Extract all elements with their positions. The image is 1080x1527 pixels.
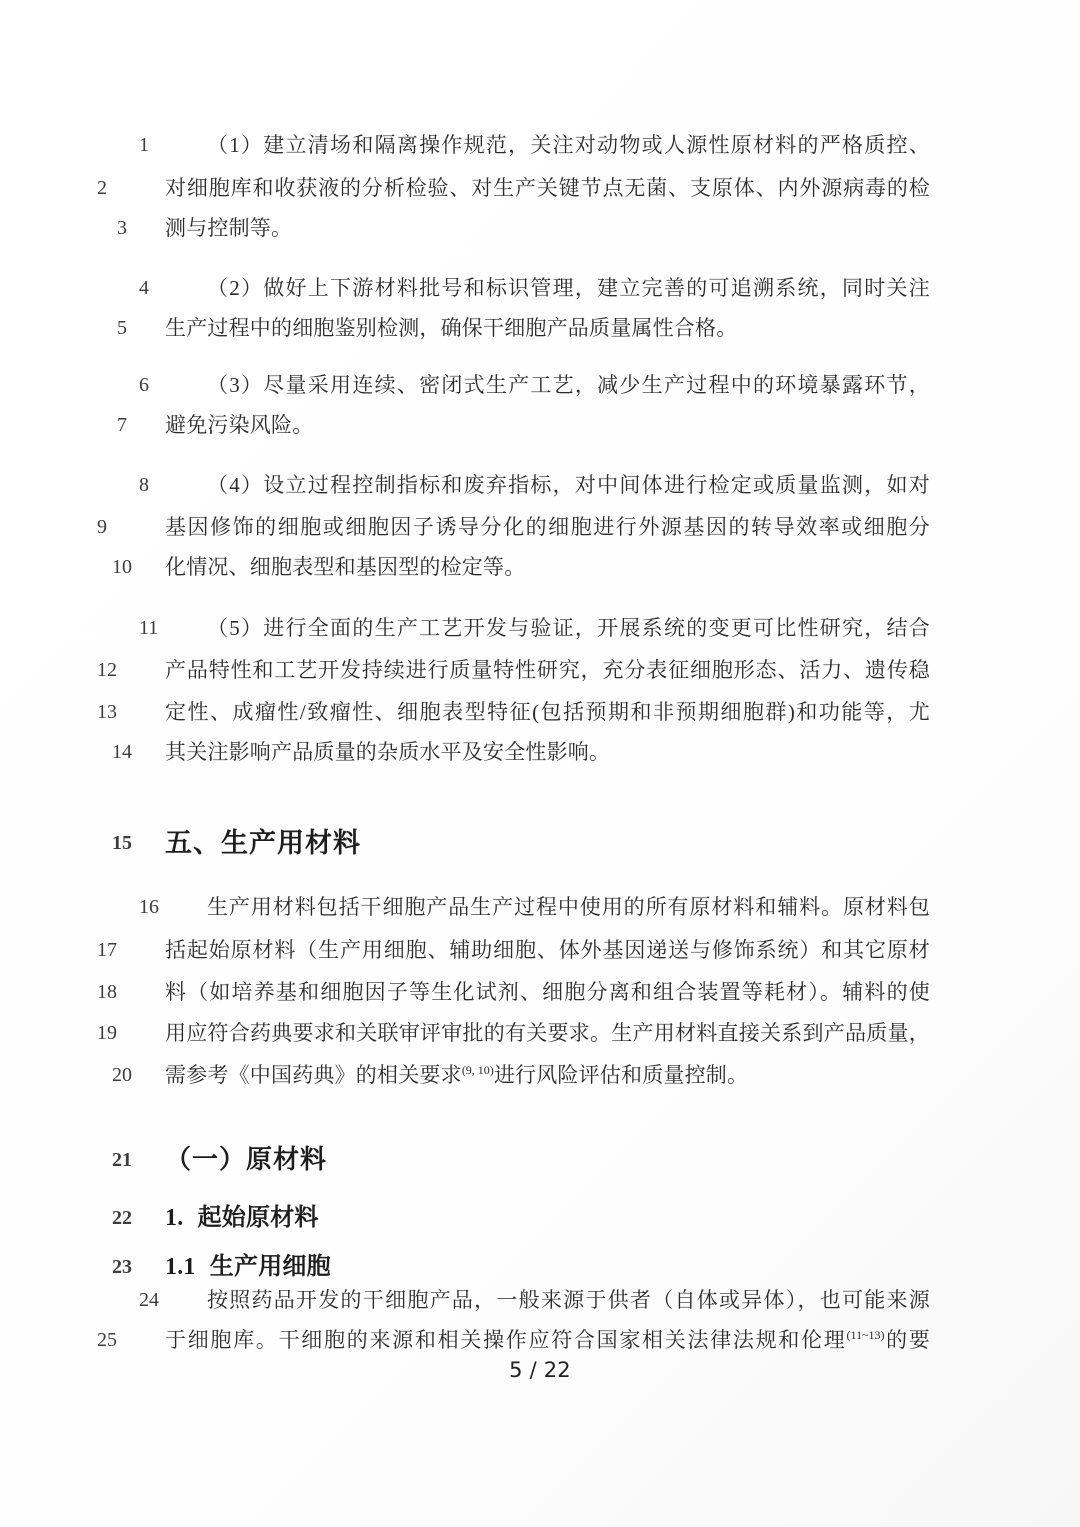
line-number: 15	[112, 832, 132, 854]
line-text: 生产过程中的细胞鉴别检测，确保干细胞产品质量属性合格。	[165, 316, 738, 340]
doc-line	[139, 370, 930, 400]
line-number: 25	[97, 1329, 117, 1351]
line-text: （3）尽量采用连续、密闭式生产工艺，减少生产过程中的环境暴露环节，	[207, 373, 930, 397]
line-text: 生产用材料包括干细胞产品生产过程中使用的所有原材料和辅料。原材料包	[207, 895, 930, 919]
line-number: 10	[112, 556, 132, 578]
line-number: 9	[97, 516, 107, 538]
doc-line	[97, 697, 930, 727]
heading-text: 1.1 生产用细胞	[165, 1254, 331, 1280]
line-text: 避免污染风险。	[165, 413, 314, 437]
line-number: 16	[139, 896, 159, 918]
line-text-segment: 于细胞库。干细胞的来源和相关操作应符合国家相关法律法规和伦理	[165, 1328, 847, 1352]
line-text: 测与控制等。	[165, 216, 293, 240]
line-text: （4）设立过程控制指标和废弃指标，对中间体进行检定或质量监测，如对	[207, 473, 930, 497]
page-number	[0, 1357, 1080, 1383]
line-text: 用应符合药典要求和关联审评审批的有关要求。生产用材料直接关系到产品质量，	[165, 1021, 930, 1045]
doc-line	[97, 1018, 930, 1048]
line-text: 对细胞库和收获液的分析检验、对生产关键节点无菌、支原体、内外源病毒的检	[165, 176, 930, 200]
subsection-heading-production-cells	[112, 1252, 930, 1282]
line-text: 料（如培养基和细胞因子等生化试剂、细胞分离和组合装置等耗材）。辅料的使	[165, 980, 930, 1004]
line-text: 其关注影响产品质量的杂质水平及安全性影响。	[165, 740, 611, 764]
line-number: 23	[112, 1256, 132, 1278]
doc-line	[97, 1325, 930, 1355]
line-number: 17	[97, 939, 117, 961]
doc-line	[112, 737, 930, 767]
heading-text: 五、生产用材料	[165, 828, 361, 858]
heading-text: （一）原材料	[165, 1145, 328, 1174]
superscript-reference: (9, 10)	[461, 1063, 494, 1077]
doc-line	[97, 173, 930, 203]
doc-line	[139, 613, 930, 643]
line-number: 12	[97, 659, 117, 681]
doc-line	[139, 130, 930, 160]
doc-line	[117, 410, 930, 440]
line-number: 3	[117, 217, 127, 239]
superscript-reference: (11~13)	[846, 1328, 885, 1342]
line-number: 1	[139, 134, 149, 156]
doc-line	[97, 977, 930, 1007]
line-number: 8	[139, 474, 149, 496]
line-number: 22	[112, 1207, 132, 1229]
doc-line	[112, 1060, 930, 1090]
line-number: 11	[139, 617, 159, 639]
line-text: 括起始原材料（生产用细胞、辅助细胞、体外基因递送与修饰系统）和其它原材	[165, 938, 930, 962]
line-number: 14	[112, 741, 132, 763]
line-text: （2）做好上下游材料批号和标识管理，建立完善的可追溯系统，同时关注	[207, 276, 930, 300]
subsection-heading-starting-materials	[112, 1203, 930, 1233]
doc-line	[139, 1285, 930, 1315]
doc-line	[139, 273, 930, 303]
line-number: 5	[117, 317, 127, 339]
line-number: 7	[117, 414, 127, 436]
line-text: 基因修饰的细胞或细胞因子诱导分化的细胞进行外源基因的转导效率或细胞分	[165, 515, 930, 539]
doc-line	[97, 512, 930, 542]
line-text: （5）进行全面的生产工艺开发与验证，开展系统的变更可比性研究，结合	[207, 616, 930, 640]
section-heading-raw-materials	[112, 1143, 930, 1177]
line-number: 6	[139, 374, 149, 396]
doc-line	[117, 313, 930, 343]
line-number: 2	[97, 177, 107, 199]
line-text: 化情况、细胞表型和基因型的检定等。	[165, 555, 526, 579]
heading-text: 1. 起始原材料	[165, 1205, 319, 1231]
doc-line	[97, 935, 930, 965]
doc-line	[97, 655, 930, 685]
doc-line	[139, 470, 930, 500]
line-number: 24	[139, 1289, 159, 1311]
line-text: （1）建立清场和隔离操作规范，关注对动物或人源性原材料的严格质控、	[207, 133, 930, 157]
doc-line	[117, 213, 930, 243]
line-text: 按照药品开发的干细胞产品，一般来源于供者（自体或异体），也可能来源	[207, 1288, 930, 1312]
line-number: 18	[97, 981, 117, 1003]
doc-line	[112, 552, 930, 582]
line-text: 产品特性和工艺开发持续进行质量特性研究，充分表征细胞形态、活力、遗传稳	[165, 658, 930, 682]
line-text-segment: 进行风险评估和质量控制。	[493, 1063, 749, 1087]
line-text: 定性、成瘤性/致瘤性、细胞表型特征(包括预期和非预期细胞群)和功能等，尤	[165, 700, 930, 724]
line-number: 19	[97, 1022, 117, 1044]
line-number: 21	[112, 1149, 132, 1171]
doc-line	[139, 892, 930, 922]
section-heading-production-materials	[112, 825, 930, 861]
page-number-text: 5 / 22	[509, 1358, 571, 1382]
line-number: 20	[112, 1064, 132, 1086]
line-text-segment: 需参考《中国药典》的相关要求	[165, 1063, 462, 1087]
line-text-segment: 的要	[884, 1328, 930, 1352]
line-number: 13	[97, 701, 117, 723]
line-number: 4	[139, 277, 149, 299]
